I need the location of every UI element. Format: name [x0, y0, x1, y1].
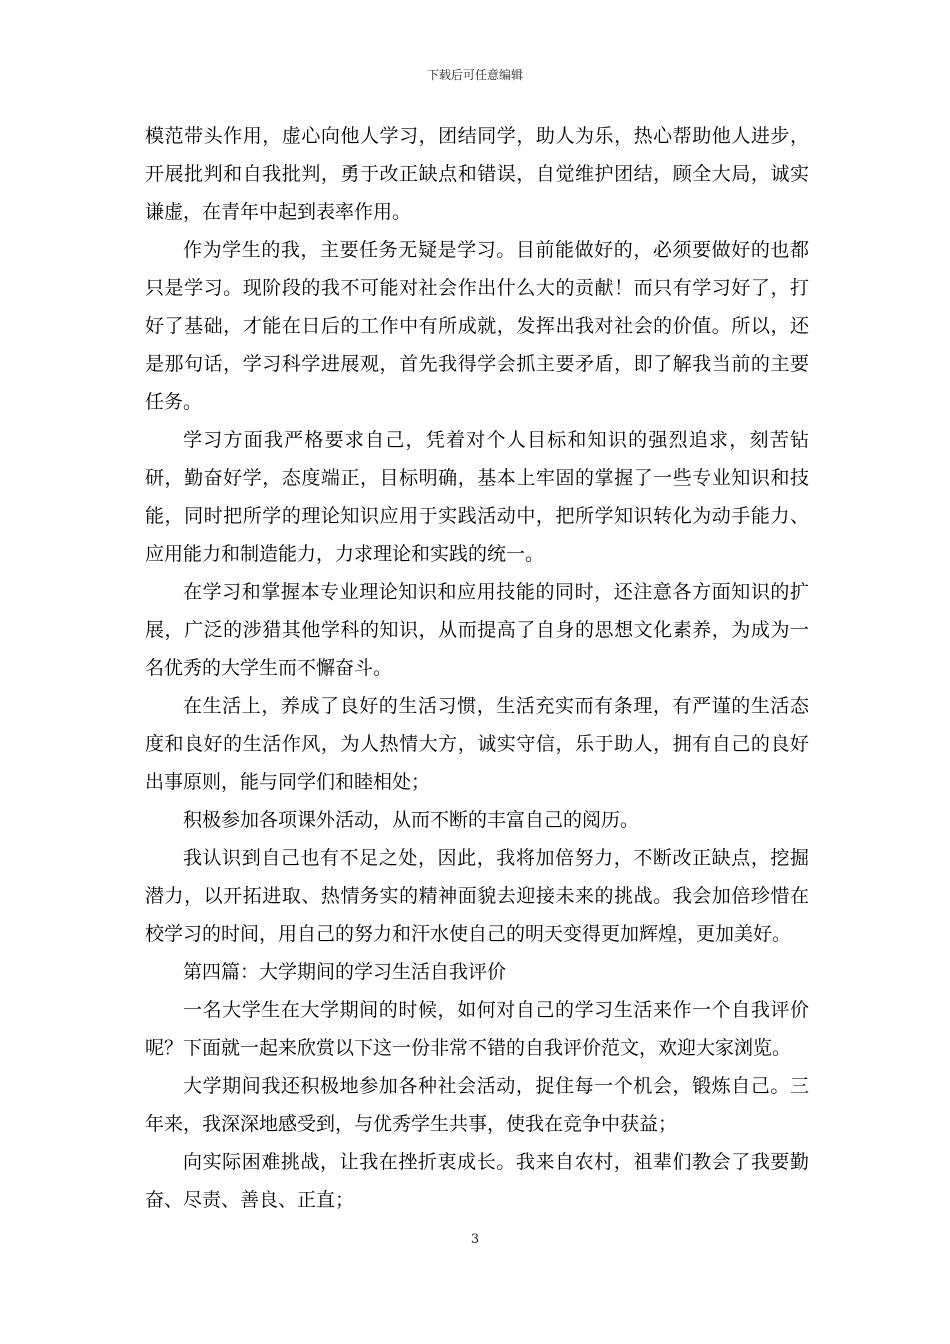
page-number: 3	[470, 1232, 480, 1247]
paragraph: 在生活上，养成了良好的生活习惯，生活充实而有条理，有严谨的生活态度和良好的生活作风，为人热情大方，诚实守信，乐于助人，拥有自己的良好出事原则，能与同学们和睦相处；	[145, 695, 809, 793]
document-body	[145, 117, 809, 1219]
paragraph: 我认识到自己也有不足之处，因此，我将加倍努力，不断改正缺点，挖掘潜力，以开拓进取、热情务实的精神面貌去迎接未来的挑战。我会加倍珍惜在校学习的时间，用自己的努力和汗水使自己的明天变得更加辉煌，更加美好。	[145, 847, 809, 945]
paragraph: 积极参加各项课外活动，从而不断的丰富自己的阅历。	[183, 809, 640, 831]
paragraph: 一名大学生在大学期间的时候，如何对自己的学习生活来作一个自我评价呢？下面就一起来欣赏以下这一份非常不错的自我评价范文，欢迎大家浏览。	[145, 999, 809, 1059]
paragraph: 向实际困难挑战，让我在挫折衷成长。我来自农村，祖辈们教会了我要勤奋、尽责、善良、正直；	[145, 1151, 809, 1211]
paragraph: 大学期间我还积极地参加各种社会活动，捉住每一个机会，锻炼自己。三年来，我深深地感受到，与优秀学生共事，使我在竞争中获益；	[145, 1075, 809, 1135]
paragraph: 在学习和掌握本专业理论知识和应用技能的同时，还注意各方面知识的扩展，广泛的涉猎其他学科的知识，从而提高了自身的思想文化素养，为成为一名优秀的大学生而不懈奋斗。	[145, 581, 809, 679]
paragraph: 作为学生的我，主要任务无疑是学习。目前能做好的，必须要做好的也都只是学习。现阶段的我不可能对社会作出什么大的贡献！而只有学习好了，打好了基础，才能在日后的工作中有所成就，发挥出我对社会的价值。所以，还是那句话，学习科学进展观，首先我得学会抓主要矛盾，即了解我当前的主要任务。	[145, 239, 809, 413]
section-heading: 第四篇：大学期间的学习生活自我评价	[183, 961, 507, 983]
paragraph: 模范带头作用，虚心向他人学习，团结同学，助人为乐，热心帮助他人进步，开展批判和自我批判，勇于改正缺点和错误，自觉维护团结，顾全大局，诚实谦虚，在青年中起到表率作用。	[145, 125, 809, 223]
paragraph: 学习方面我严格要求自己，凭着对个人目标和知识的强烈追求，刻苦钻研，勤奋好学，态度端正，目标明确，基本上牢固的掌握了一些专业知识和技能，同时把所学的理论知识应用于实践活动中，把所学知识转化为动手能力、应用能力和制造能力，力求理论和实践的统一。	[145, 429, 809, 565]
page-header: 下载后可任意编辑	[426, 68, 523, 82]
